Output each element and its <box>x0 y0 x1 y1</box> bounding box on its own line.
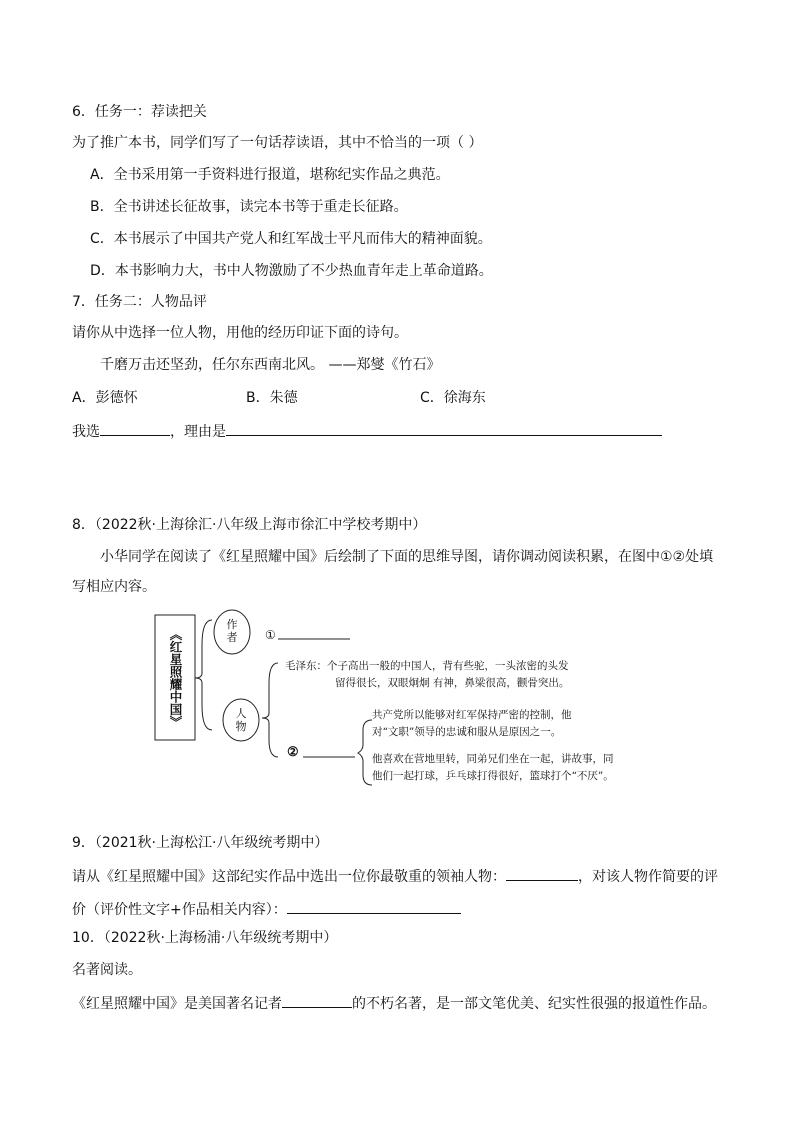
q8-stem-line2: 写相应内容。 <box>72 579 156 595</box>
q7-title: 7．任务二：人物品评 <box>72 294 207 310</box>
person2-desc-b-line2: 他们一起打球，乒乓球打得很好，篮球打个“不厌”。 <box>372 770 614 782</box>
q9-line2 <box>72 899 461 919</box>
q7-answer-mid: ，理由是 <box>170 424 226 440</box>
q7-option-c[interactable]: C．徐海东 <box>420 390 486 406</box>
person2-desc-b-line1: 他喜欢在营地里转，同弟兄们坐在一起，讲故事，同 <box>372 753 614 765</box>
q9-header: 9．（2021秋·上海松江·八年级统考期中） <box>72 835 329 851</box>
q7-answer-prefix: 我选 <box>72 424 100 440</box>
q6-option-b[interactable]: B．全书讲述长征故事，读完本书等于重走长征路。 <box>90 199 408 215</box>
q7-stem: 请你从中选择一位人物，用他的经历印证下面的诗句。 <box>72 325 408 341</box>
q10-header: 10．（2022秋·上海杨浦·八年级统考期中） <box>72 930 338 946</box>
q10-line <box>72 993 716 1013</box>
person2-desc-a-line2: 对“文职”领导的忠诚和服从是原因之一。 <box>372 726 562 738</box>
q6-option-a[interactable]: A．全书采用第一手资料进行报道，堪称纪实作品之典范。 <box>90 167 450 183</box>
people-brace <box>262 663 278 757</box>
q10-journalist-blank[interactable] <box>282 993 352 1008</box>
mind-map <box>150 605 650 790</box>
q9-leader-blank[interactable] <box>506 866 578 881</box>
blank2-marker[interactable]: ② <box>287 745 299 760</box>
q9-line2-prefix: 价（评价性文字+作品相关内容）： <box>72 902 287 918</box>
q10-subtitle: 名著阅读。 <box>72 962 142 978</box>
people-label: 人物 <box>235 707 247 733</box>
q6-option-d[interactable]: D．本书影响力大，书中人物激励了不少热血青年走上革命道路。 <box>90 263 493 279</box>
q7-poem: 千磨万击还坚劲，任尔东西南北风。 ——郑燮《竹石》 <box>100 357 441 373</box>
q6-stem: 为了推广本书，同学们写了一句话荐读语，其中不恰当的一项（ ） <box>72 135 483 151</box>
mao-desc-line1: 毛泽东：个子高出一般的中国人，背有些驼，一头浓密的头发 <box>285 660 569 672</box>
quotes-brace <box>358 720 372 785</box>
author-label: 作者 <box>226 618 238 644</box>
q6-title: 6．任务一：荐读把关 <box>72 104 207 120</box>
mind-map-main-brace <box>195 620 212 730</box>
q7-option-a[interactable]: A．彭德怀 <box>72 390 138 406</box>
q7-reason-blank[interactable] <box>226 421 662 436</box>
q6-option-c[interactable]: C．本书展示了中国共产党人和红军战士平凡而伟大的精神面貌。 <box>90 231 492 247</box>
q7-option-b[interactable]: B．朱德 <box>246 390 298 406</box>
person2-desc-a-line1: 共产党所以能够对红军保持严密的控制，他 <box>372 709 572 721</box>
q9-line1 <box>72 866 718 886</box>
blank1-marker[interactable]: ① <box>265 628 276 642</box>
mind-map-title: 《红星照耀中国》 <box>168 628 183 728</box>
q7-answer-line <box>72 421 662 441</box>
q10-line-suffix: 的不朽名著，是一部文笔优美、纪实性很强的报道性作品。 <box>352 996 716 1012</box>
q8-stem-line1: 小华同学在阅读了《红星照耀中国》后绘制了下面的思维导图，请你调动阅读积累，在图中①②处填 <box>100 549 714 565</box>
q9-line1-prefix: 请从《红星照耀中国》这部纪实作品中选出一位你最敬重的领袖人物： <box>72 869 506 885</box>
q7-choice-blank[interactable] <box>100 421 170 436</box>
q8-header: 8．（2022秋·上海徐汇·八年级上海市徐汇中学校考期中） <box>72 517 427 533</box>
q10-line-prefix: 《红星照耀中国》是美国著名记者 <box>72 996 282 1012</box>
mao-desc-line2: 留得很长，双眼炯炯 有神，鼻梁很高，颧骨突出。 <box>335 677 570 689</box>
q9-line1-suffix: ，对该人物作简要的评 <box>578 869 718 885</box>
q9-evaluation-blank[interactable] <box>287 899 461 914</box>
